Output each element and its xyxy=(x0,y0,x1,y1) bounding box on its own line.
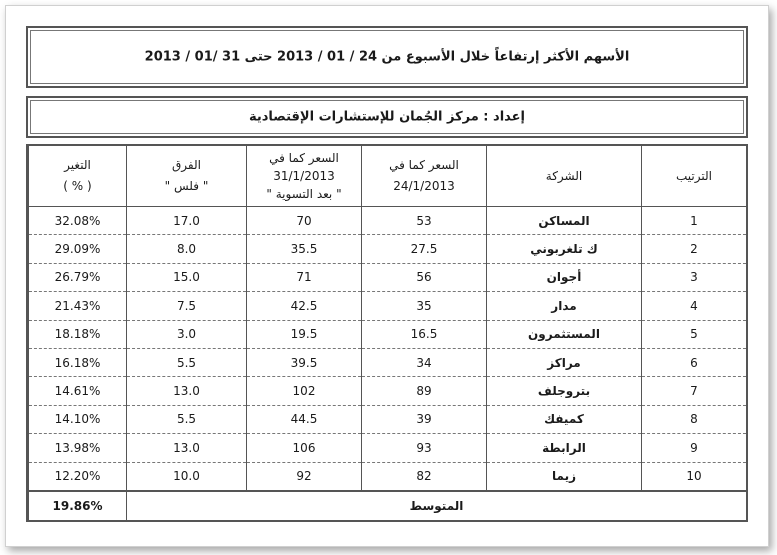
cell-price-24-1: 27.5 xyxy=(362,235,487,263)
header-change: التغير ( % ) xyxy=(29,146,127,207)
cell-difference: 5.5 xyxy=(127,348,247,376)
header-difference: الفرق " فلس " xyxy=(127,146,247,207)
cell-difference: 5.5 xyxy=(127,405,247,433)
cell-company: ك تلغربوني xyxy=(487,235,642,263)
cell-change: 29.09% xyxy=(29,235,127,263)
prepared-by-text: إعداد : مركز الجُمان للإستشارات الإقتصادية xyxy=(248,109,526,125)
cell-price-31-1: 102 xyxy=(247,377,362,405)
cell-change: 14.10% xyxy=(29,405,127,433)
cell-rank: 4 xyxy=(642,292,747,320)
table-row xyxy=(29,377,747,405)
table-header-row xyxy=(29,146,747,207)
average-value: 19.86% xyxy=(29,491,127,520)
cell-company: الرابطة xyxy=(487,434,642,462)
cell-rank: 5 xyxy=(642,320,747,348)
cell-difference: 13.0 xyxy=(127,434,247,462)
table-row xyxy=(29,462,747,491)
cell-rank: 6 xyxy=(642,348,747,376)
table-row xyxy=(29,348,747,376)
cell-price-31-1: 44.5 xyxy=(247,405,362,433)
cell-change: 12.20% xyxy=(29,462,127,491)
table-row xyxy=(29,263,747,291)
cell-rank: 1 xyxy=(642,207,747,235)
cell-price-24-1: 34 xyxy=(362,348,487,376)
cell-company: زيما xyxy=(487,462,642,491)
cell-price-31-1: 106 xyxy=(247,434,362,462)
cell-company: أجوان xyxy=(487,263,642,291)
cell-price-24-1: 56 xyxy=(362,263,487,291)
cell-rank: 10 xyxy=(642,462,747,491)
cell-company: مدار xyxy=(487,292,642,320)
header-price-24-1: السعر كما في 24/1/2013 xyxy=(362,146,487,207)
table-row xyxy=(29,405,747,433)
cell-price-31-1: 71 xyxy=(247,263,362,291)
cell-difference: 7.5 xyxy=(127,292,247,320)
report-title: الأسهم الأكثر إرتفاعاً خلال الأسبوع من 24 / 01 / 2013 حتى 31 /01 / 2013 xyxy=(144,49,630,65)
cell-price-31-1: 92 xyxy=(247,462,362,491)
cell-change: 16.18% xyxy=(29,348,127,376)
cell-rank: 2 xyxy=(642,235,747,263)
document-page xyxy=(5,5,769,547)
cell-company: كميفك xyxy=(487,405,642,433)
cell-change: 13.98% xyxy=(29,434,127,462)
table-row xyxy=(29,320,747,348)
cell-rank: 9 xyxy=(642,434,747,462)
cell-difference: 13.0 xyxy=(127,377,247,405)
cell-price-24-1: 89 xyxy=(362,377,487,405)
cell-company: المساكن xyxy=(487,207,642,235)
cell-price-24-1: 35 xyxy=(362,292,487,320)
cell-price-24-1: 82 xyxy=(362,462,487,491)
cell-price-24-1: 93 xyxy=(362,434,487,462)
average-label: المتوسط xyxy=(127,491,747,520)
cell-price-24-1: 53 xyxy=(362,207,487,235)
cell-rank: 7 xyxy=(642,377,747,405)
cell-difference: 3.0 xyxy=(127,320,247,348)
cell-difference: 8.0 xyxy=(127,235,247,263)
title-banner xyxy=(26,26,748,88)
cell-company: بتروجلف xyxy=(487,377,642,405)
cell-company: مراكز xyxy=(487,348,642,376)
cell-price-24-1: 16.5 xyxy=(362,320,487,348)
cell-price-31-1: 39.5 xyxy=(247,348,362,376)
cell-difference: 15.0 xyxy=(127,263,247,291)
cell-price-31-1: 70 xyxy=(247,207,362,235)
cell-price-31-1: 19.5 xyxy=(247,320,362,348)
cell-difference: 17.0 xyxy=(127,207,247,235)
cell-rank: 3 xyxy=(642,263,747,291)
cell-change: 32.08% xyxy=(29,207,127,235)
top-gainers-table xyxy=(26,144,748,522)
cell-price-31-1: 42.5 xyxy=(247,292,362,320)
table-row xyxy=(29,207,747,235)
prepared-by-banner xyxy=(26,96,748,138)
cell-change: 21.43% xyxy=(29,292,127,320)
table-row xyxy=(29,292,747,320)
cell-change: 14.61% xyxy=(29,377,127,405)
header-company: الشركة xyxy=(487,146,642,207)
header-rank: الترتيب xyxy=(642,146,747,207)
cell-difference: 10.0 xyxy=(127,462,247,491)
table-row xyxy=(29,434,747,462)
average-row xyxy=(29,491,747,520)
header-price-31-1: السعر كما في 31/1/2013 " بعد التسوية " xyxy=(247,146,362,207)
table-row xyxy=(29,235,747,263)
cell-price-24-1: 39 xyxy=(362,405,487,433)
cell-change: 18.18% xyxy=(29,320,127,348)
cell-rank: 8 xyxy=(642,405,747,433)
cell-price-31-1: 35.5 xyxy=(247,235,362,263)
cell-company: المستثمرون xyxy=(487,320,642,348)
cell-change: 26.79% xyxy=(29,263,127,291)
